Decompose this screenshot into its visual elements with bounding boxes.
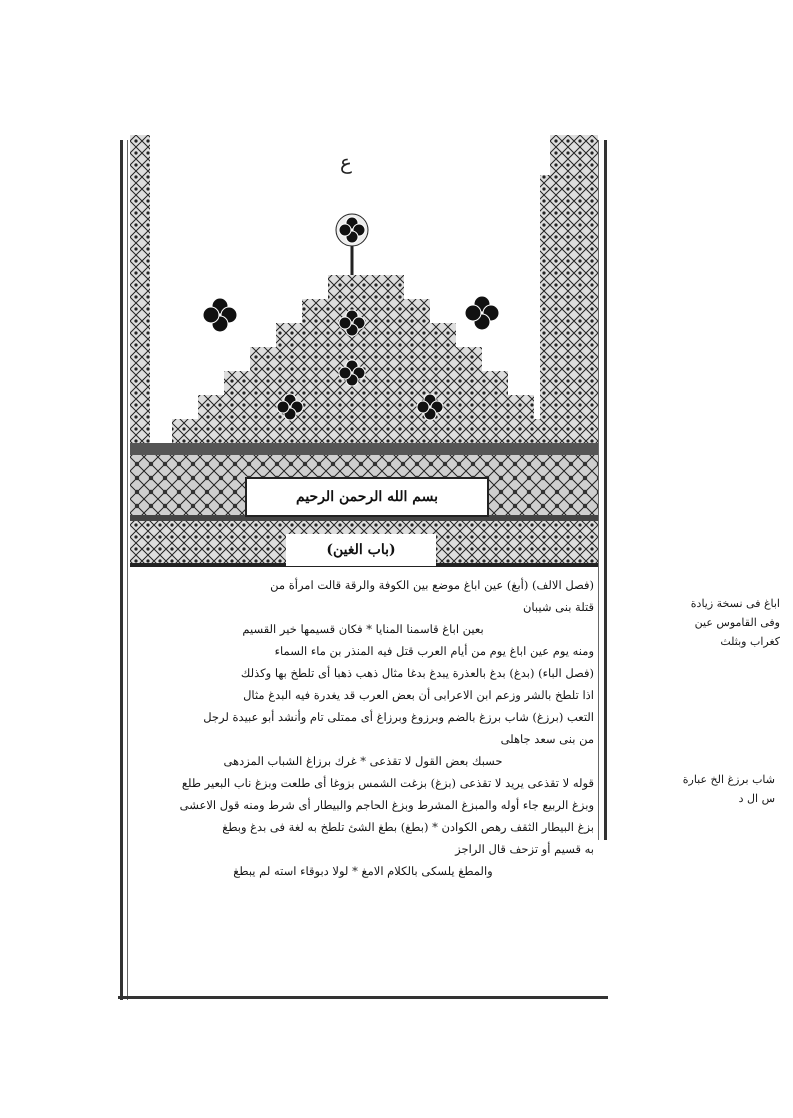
margin-note-top xyxy=(610,594,780,651)
frame-right-line xyxy=(604,140,607,840)
chapter-title-box xyxy=(286,534,436,566)
text-line: (فصل الالف) (أبغ) عين اباغ موضع بين الكوفة والرقة قالت امرأة من xyxy=(270,578,594,592)
text-line: التعب (برزغ) شاب برزغ بالضم وبرزوغ وبرزاغ أى ممتلى تام وأنشد أبو عبيدة لرجل xyxy=(203,710,594,724)
text-line: قتلة بنى شيبان xyxy=(522,600,594,614)
frame-left-inner-line xyxy=(127,140,128,1000)
basmala-text: بسم الله الرحمن الرحيم xyxy=(296,489,438,505)
text-line: وبزغ الربيع جاء أوله والمبزغ المشرط وبزغ الحاجم والبيطار أى شرط ومنه قول الاعشى xyxy=(179,798,594,812)
margin-note-line: شاب برزغ الخ عبارة xyxy=(682,773,775,786)
main-text-block xyxy=(132,574,594,882)
frame-bottom-line xyxy=(118,996,608,999)
text-line: اذا تلطخ بالشر وزعم ابن الاعرابى أن بعض العرب قد يغدرة فيه البدغ مثال xyxy=(243,688,594,702)
margin-note-line: اباغ فى نسخة زيادة xyxy=(690,597,780,610)
margin-note-line: وفى القاموس عين xyxy=(694,616,780,629)
margin-note-middle xyxy=(610,770,775,808)
verse-line: بعين اباغ قاسمنا المنايا * فكان قسيمها خير القسيم xyxy=(242,622,484,636)
margin-note-line: س ال د xyxy=(738,792,775,805)
text-line: من بنى سعد جاهلى xyxy=(500,732,594,746)
chapter-title: (باب الغين) xyxy=(326,542,396,558)
verse-line: والمطغ يلسكى بالكلام الامغ * لولا دبوقاء استه لم يبطغ xyxy=(233,864,493,878)
frame-left-line xyxy=(120,140,123,1000)
verse-line: حسبك بعض القول لا تقذعى * غرك برزاغ الشباب المزدهى xyxy=(223,754,503,768)
text-line: قوله لا تقذعى يريد لا تقذعى (بزغ) بزغت الشمس بزوغا أى طلعت وبزغ ناب البعير طلع xyxy=(181,776,594,790)
margin-note-line: كغراب وبثلث xyxy=(720,635,780,648)
text-line: به قسيم أو تزحف قال الراجز xyxy=(455,842,594,856)
text-line: ومنه يوم عين اباغ يوم من أيام العرب قتل فيه المنذر بن ماء السماء xyxy=(274,644,594,658)
text-line: (فصل الباء) (بدغ) بدغ بالعذرة يبدغ بدغا مثال ذهب ذهبا أى تلطخ بها وكذلك xyxy=(240,666,594,680)
page-number-mark: ع xyxy=(340,150,352,174)
basmala-cartouche xyxy=(245,477,489,517)
text-line: بزغ البيطار الثقف رهص الكوادن * (بطغ) بطغ الشئ تلطخ به لغة فى بدغ وبطغ xyxy=(222,820,594,834)
frame-right-inner-line xyxy=(598,140,599,840)
